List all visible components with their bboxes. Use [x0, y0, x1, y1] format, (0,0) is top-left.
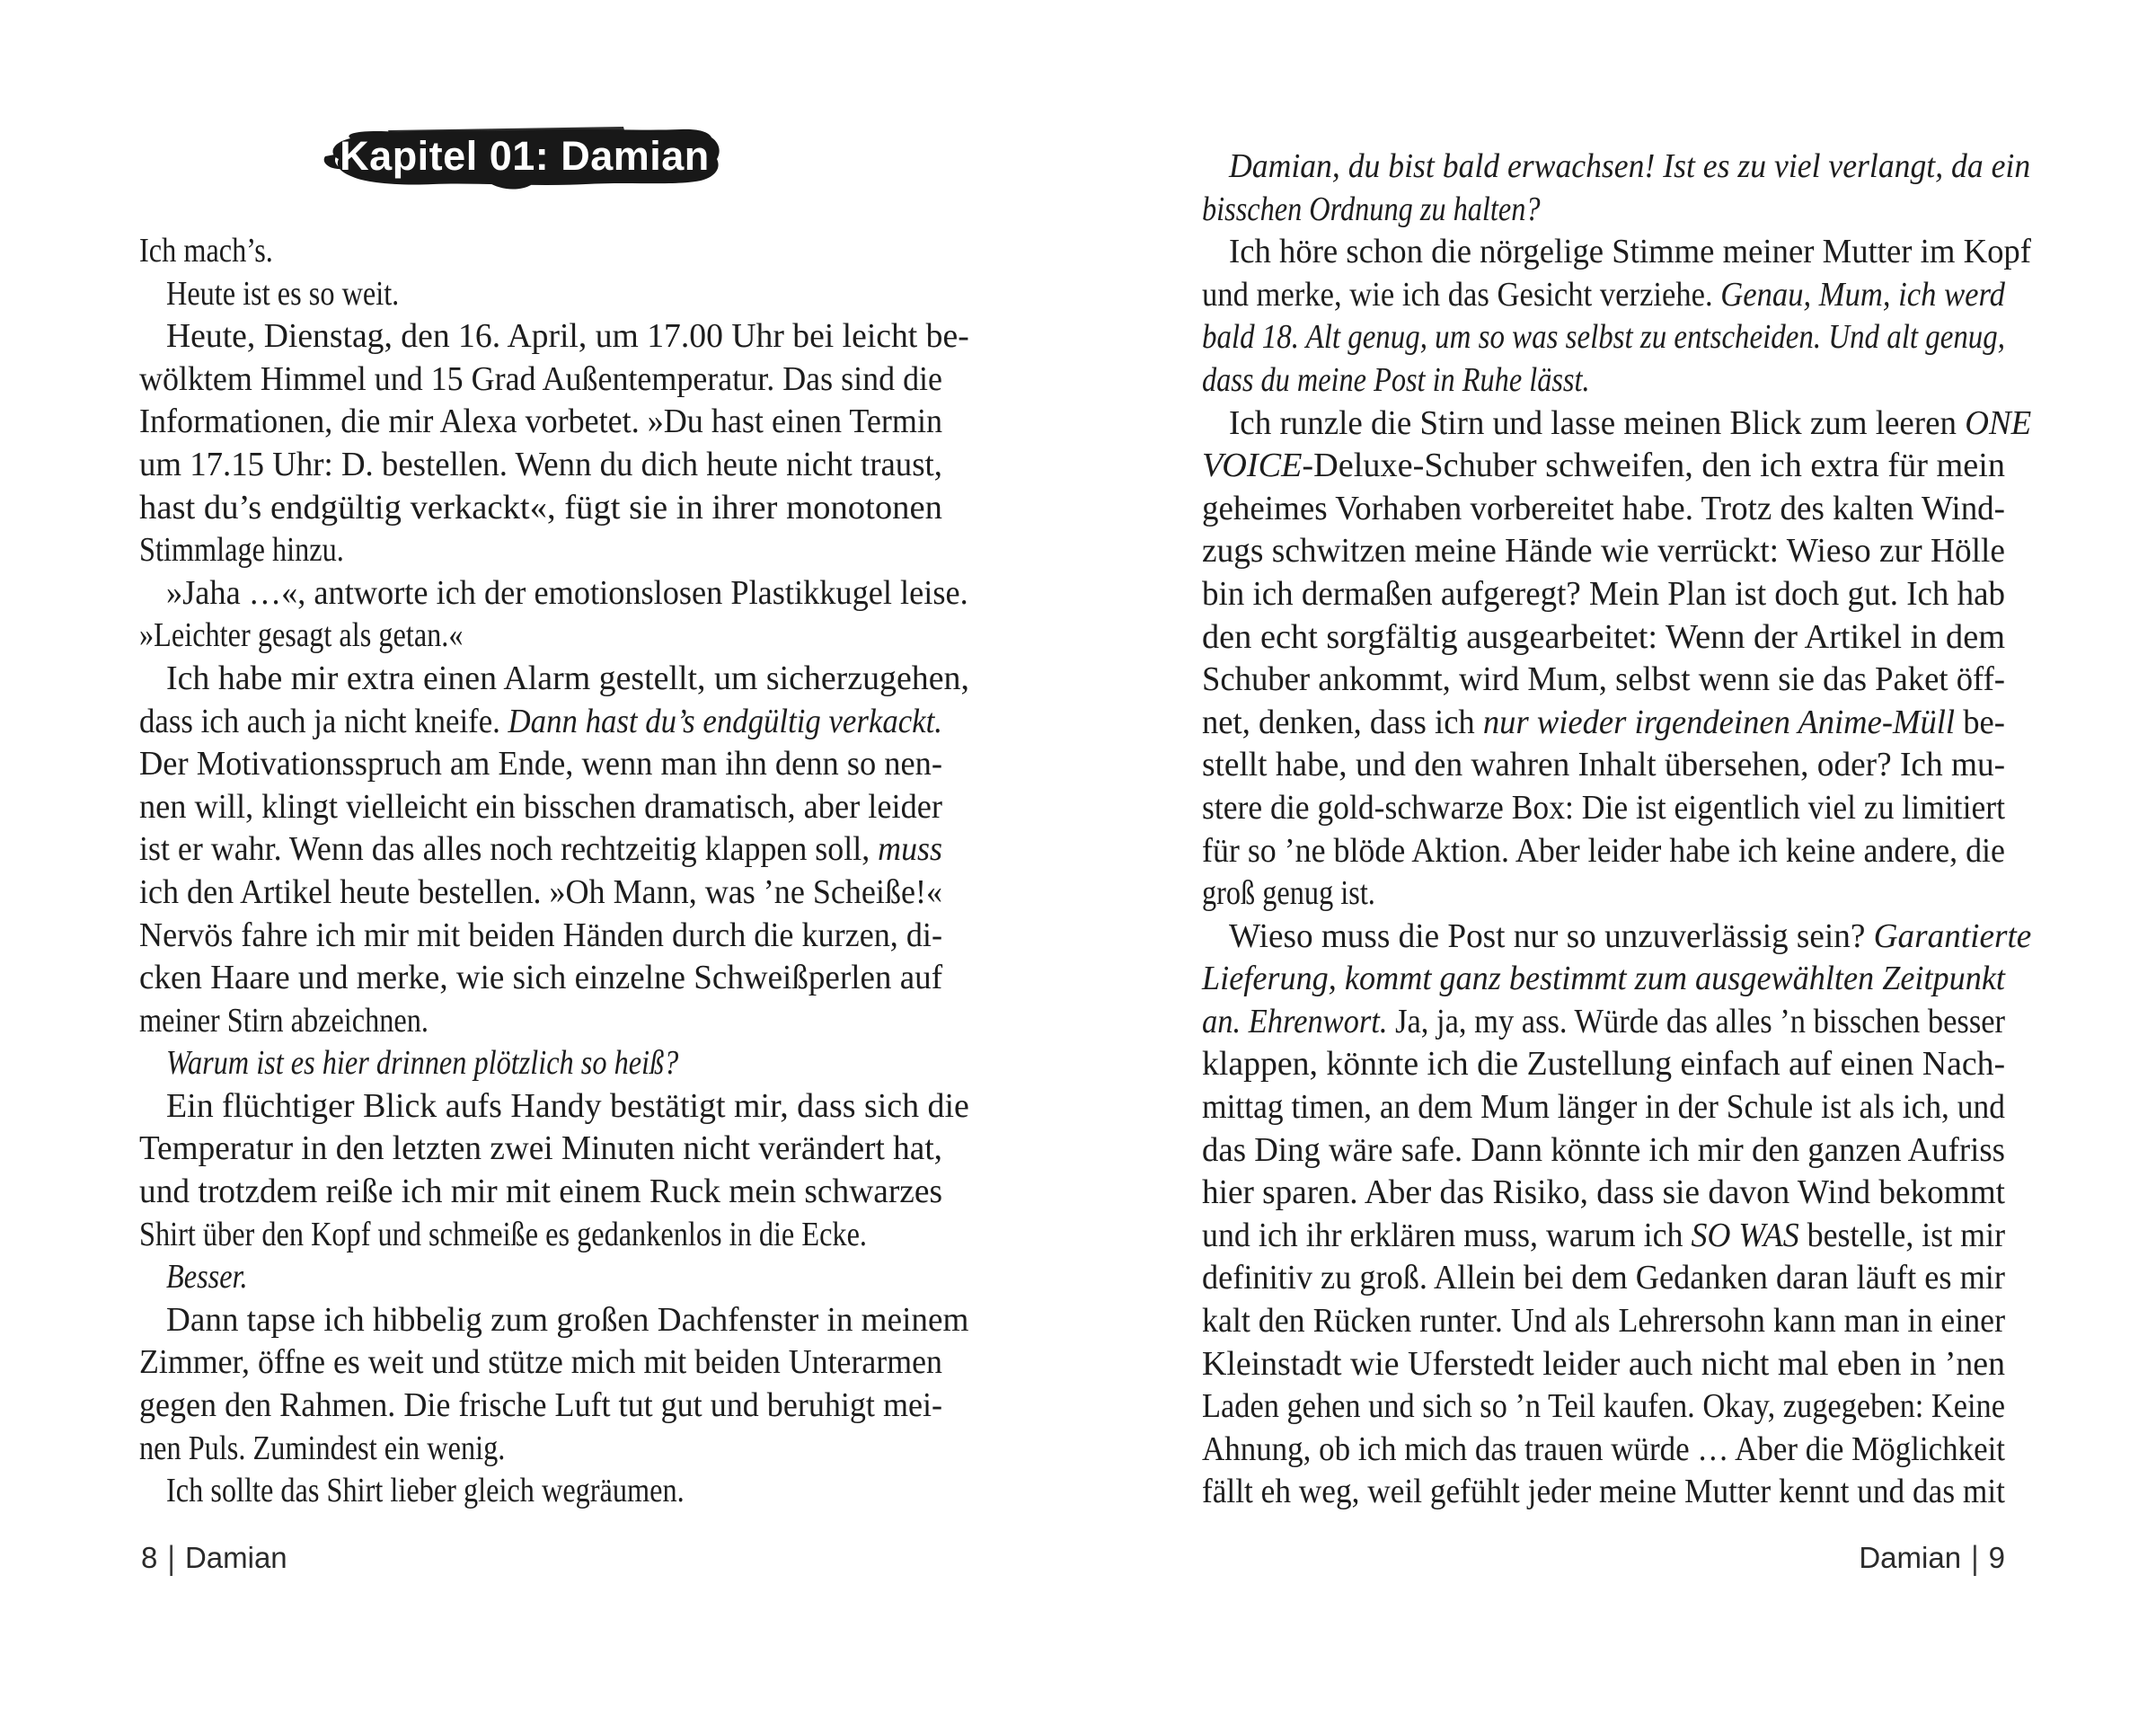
chapter-banner: [323, 124, 722, 192]
text-line: Shirt über den Kopf und schmeiße es gedankenlos in die Ecke.: [139, 1215, 867, 1253]
text-line: und trotzdem reiße ich mir mit einem Ruck mein schwarzes: [139, 1173, 943, 1211]
text-line: Zimmer, öffne es weit und stütze mich mit beiden Unterarmen: [139, 1343, 942, 1382]
text-line: wölktem Himmel und 15 Grad Außentemperatur. Das sind die: [139, 359, 943, 398]
text-line: und ich ihr erklären muss, warum ich SO WAS bestelle, ist mir: [1202, 1216, 2006, 1254]
text-line: nen will, klingt vielleicht ein bisschen dramatisch, aber leider: [139, 787, 942, 826]
text-line: »Leichter gesagt als getan.«: [139, 616, 464, 655]
chapter-name: Damian: [184, 1541, 287, 1574]
right-page-body-text: [1202, 146, 2032, 1514]
text-line: stellt habe, und den wahren Inhalt übersehen, oder? Ich mu-: [1202, 746, 2006, 784]
text-line: cken Haare und merke, wie sich einzelne Schweißperlen auf: [139, 959, 943, 997]
text-line: bisschen Ordnung zu halten?: [1202, 190, 1541, 228]
text-line: ich den Artikel heute bestellen. »Oh Mann, was ’ne Scheiße!«: [139, 872, 943, 911]
text-line: hast du’s endgültig verkackt«, fügt sie in ihrer monotonen: [139, 488, 942, 527]
text-line: Damian, du bist bald erwachsen! Ist es zu viel verlangt, da ein: [1229, 147, 2031, 185]
left-page-body-text: [139, 230, 969, 1513]
text-line: groß genug ist.: [1202, 874, 1375, 913]
text-line: Lieferung, kommt ganz bestimmt zum ausgewählten Zeitpunkt: [1202, 960, 2005, 998]
text-line: das Ding wäre safe. Dann könnte ich mir den ganzen Aufriss: [1202, 1130, 2005, 1169]
text-line: Ein flüchtiger Blick aufs Handy bestätigt mir, dass sich die: [166, 1086, 969, 1125]
text-line: meiner Stirn abzeichnen.: [139, 1001, 429, 1040]
text-line: Ich höre schon die nörgelige Stimme meiner Mutter im Kopf: [1229, 233, 2031, 271]
text-line: fällt eh weg, weil gefühlt jeder meine Mutter kennt und das mit: [1202, 1473, 2005, 1511]
text-line: nen Puls. Zumindest ein wenig.: [139, 1429, 506, 1467]
text-line: Nervös fahre ich mir mit beiden Händen durch die kurzen, di-: [139, 916, 943, 954]
text-line: für so ’ne blöde Aktion. Aber leider habe ich keine andere, die: [1202, 831, 2005, 870]
footer-divider: |: [1971, 1538, 1979, 1577]
text-line: net, denken, dass ich nur wieder irgendeinen Anime-Müll be-: [1202, 703, 2005, 741]
text-line: Ich mach’s.: [139, 232, 273, 270]
text-line: kalt den Rücken runter. Und als Lehrersohn kann man in einer: [1202, 1302, 2006, 1341]
text-line: Wieso muss die Post nur so unzuverlässig sein? Garantierte: [1229, 916, 2032, 955]
text-line: geheimes Vorhaben vorbereitet habe. Trotz des kalten Wind-: [1202, 489, 2005, 527]
text-line: Heute, Dienstag, den 16. April, um 17.00 Uhr bei leicht be-: [166, 317, 969, 356]
page-number: 9: [1988, 1541, 2005, 1574]
text-line: dass du meine Post in Ruhe lässt.: [1202, 360, 1590, 399]
text-line: VOICE-Deluxe-Schuber schweifen, den ich extra für mein: [1202, 447, 2005, 485]
text-line: definitiv zu groß. Allein bei dem Gedanken daran läuft es mir: [1202, 1259, 2005, 1297]
text-line: an. Ehrenwort. Ja, ja, my ass. Würde das alles ’n bisschen besser: [1202, 1002, 2006, 1040]
text-line: hier sparen. Aber das Risiko, dass sie davon Wind bekommt: [1202, 1173, 2006, 1212]
text-line: Der Motivationsspruch am Ende, wenn man ihn denn so nen-: [139, 745, 943, 783]
chapter-name: Damian: [1859, 1541, 1962, 1574]
text-line: Dann tapse ich hibbelig zum großen Dachfenster in meinem: [166, 1300, 969, 1339]
text-line: den echt sorgfältig ausgearbeitet: Wenn der Artikel in dem: [1202, 617, 2006, 656]
page-number: 8: [141, 1541, 158, 1574]
text-line: ist er wahr. Wenn das alles noch rechtzeitig klappen soll, muss: [139, 830, 942, 869]
text-line: »Jaha …«, antworte ich der emotionslosen Plastikkugel leise.: [166, 573, 968, 612]
text-line: Informationen, die mir Alexa vorbetet. »Du hast einen Termin: [139, 403, 943, 441]
text-line: und merke, wie ich das Gesicht verziehe. Genau, Mum, ich werd: [1202, 275, 2005, 314]
text-line: Kleinstadt wie Uferstedt leider auch nicht mal eben in ’nen: [1202, 1344, 2006, 1383]
text-line: Besser.: [166, 1258, 248, 1297]
text-line: Ich runzle die Stirn und lasse meinen Blick zum leeren ONE: [1229, 403, 2032, 442]
text-line: klappen, könnte ich die Zustellung einfach auf einen Nach-: [1202, 1045, 2006, 1084]
right-page-footer: [1202, 1538, 2005, 1578]
text-line: Ahnung, ob ich mich das trauen würde … Aber die Möglichkeit: [1202, 1429, 2006, 1468]
text-line: gegen den Rahmen. Die frische Luft tut gut und beruhigt mei-: [139, 1386, 943, 1425]
text-line: Stimmlage hinzu.: [139, 531, 344, 570]
text-line: stere die gold-schwarze Box: Die ist eigentlich viel zu limitiert: [1202, 788, 2005, 827]
text-line: dass ich auch ja nicht kneife. Dann hast du’s endgültig verkackt.: [139, 702, 942, 740]
left-page-footer: [141, 1538, 287, 1578]
footer-divider: |: [167, 1538, 175, 1577]
text-line: um 17.15 Uhr: D. bestellen. Wenn du dich heute nicht traust,: [139, 445, 942, 483]
chapter-title: Kapitel 01: Damian: [340, 132, 710, 179]
text-line: bald 18. Alt genug, um so was selbst zu entscheiden. Und alt genug,: [1202, 318, 2005, 357]
text-line: Laden gehen und sich so ’n Teil kaufen. Okay, zugegeben: Keine: [1202, 1387, 2005, 1426]
text-line: mittag timen, an dem Mum länger in der Schule ist als ich, und: [1202, 1088, 2005, 1127]
text-line: Heute ist es so weit.: [166, 274, 400, 313]
text-line: Temperatur in den letzten zwei Minuten nicht verändert hat,: [139, 1129, 943, 1168]
text-line: Ich sollte das Shirt lieber gleich wegräumen.: [166, 1472, 685, 1510]
text-line: Schuber ankommt, wird Mum, selbst wenn sie das Paket öff-: [1202, 660, 2005, 699]
text-line: Ich habe mir extra einen Alarm gestellt, um sicherzugehen,: [166, 659, 969, 697]
text-line: Warum ist es hier drinnen plötzlich so heiß?: [166, 1044, 679, 1083]
text-line: bin ich dermaßen aufgeregt? Mein Plan ist doch gut. Ich hab: [1202, 574, 2006, 613]
text-line: zugs schwitzen meine Hände wie verrückt: Wieso zur Hölle: [1202, 532, 2006, 571]
